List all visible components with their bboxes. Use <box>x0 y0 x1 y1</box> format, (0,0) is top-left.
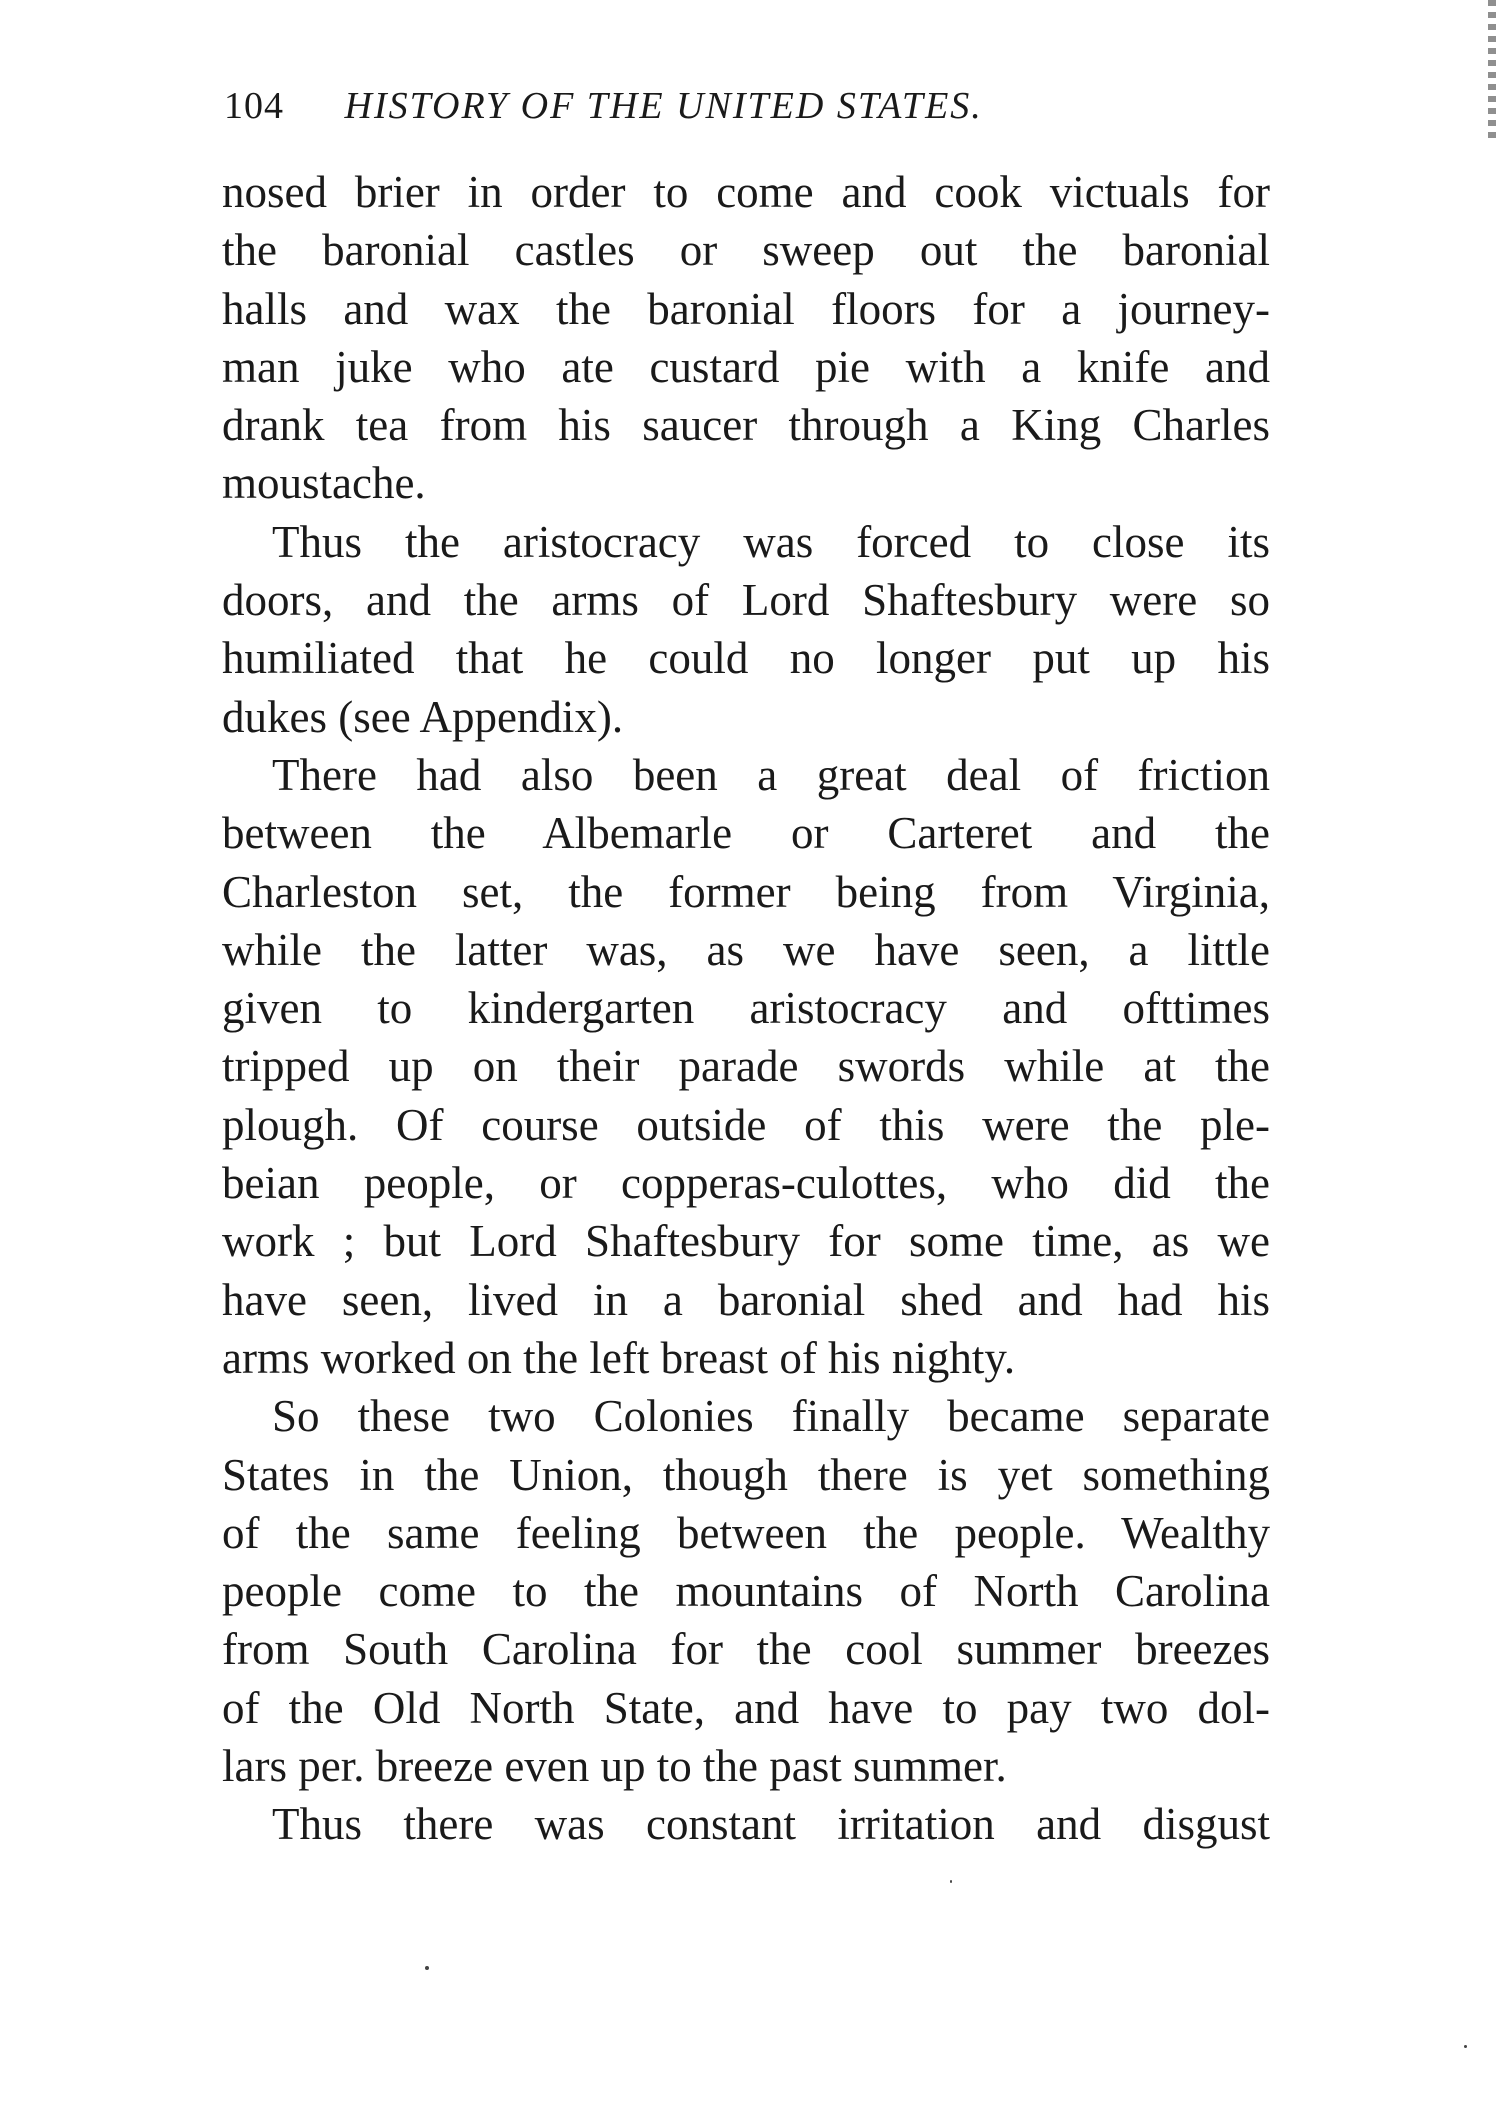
text-line: States in the Union, though there is yet something <box>222 1449 1270 1500</box>
text-line: moustache. <box>222 458 426 509</box>
text-line: work ; but Lord Shaftesbury for some time, as we <box>222 1216 1270 1267</box>
text-line: plough. Of course outside of this were the ple- <box>222 1099 1270 1150</box>
text-line: given to kindergarten aristocracy and ofttimes <box>222 983 1270 1034</box>
ink-speck <box>950 1880 952 1883</box>
text-line: Thus the aristocracy was forced to close its <box>272 516 1270 567</box>
text-line: tripped up on their parade swords while at the <box>222 1041 1270 1092</box>
text-line: beian people, or copperas-culottes, who did the <box>222 1158 1270 1209</box>
body-text <box>222 163 1270 1854</box>
text-line: arms worked on the left breast of his nighty. <box>222 1332 1016 1383</box>
text-line: drank tea from his saucer through a King Charles <box>222 400 1270 451</box>
text-line: Charleston set, the former being from Virginia, <box>222 866 1270 917</box>
text-line: humiliated that he could no longer put up his <box>222 633 1270 684</box>
page-number: 104 <box>224 85 284 127</box>
ink-speck <box>1464 2045 1467 2048</box>
text-line: nosed brier in order to come and cook victuals for <box>222 167 1270 217</box>
text-line: people come to the mountains of North Carolina <box>222 1566 1270 1617</box>
text-line: dukes (see Appendix). <box>222 691 624 742</box>
text-line: the baronial castles or sweep out the baronial <box>222 225 1270 276</box>
text-line: between the Albemarle or Carteret and the <box>222 808 1270 859</box>
ink-speck <box>425 1966 429 1970</box>
text-line: doors, and the arms of Lord Shaftesbury were so <box>222 575 1270 626</box>
text-line: lars per. breeze even up to the past summer. <box>222 1741 1007 1792</box>
page-edge-mark <box>1488 0 1496 140</box>
text-line: Thus there was constant irritation and disgust <box>272 1799 1270 1850</box>
running-title: HISTORY OF THE UNITED STATES. <box>344 85 983 127</box>
text-line: from South Carolina for the cool summer breezes <box>222 1624 1270 1675</box>
text-line: while the latter was, as we have seen, a little <box>222 924 1270 975</box>
text-line: man juke who ate custard pie with a knife and <box>222 341 1270 392</box>
text-line: have seen, lived in a baronial shed and had his <box>222 1274 1270 1325</box>
text-line: of the Old North State, and have to pay two dol- <box>222 1682 1270 1733</box>
text-line: of the same feeling between the people. Wealthy <box>222 1507 1270 1558</box>
text-line: So these two Colonies finally became separate <box>272 1391 1270 1442</box>
running-head <box>224 78 1274 134</box>
text-line: halls and wax the baronial floors for a journey- <box>222 283 1270 334</box>
text-line: There had also been a great deal of friction <box>272 749 1270 800</box>
